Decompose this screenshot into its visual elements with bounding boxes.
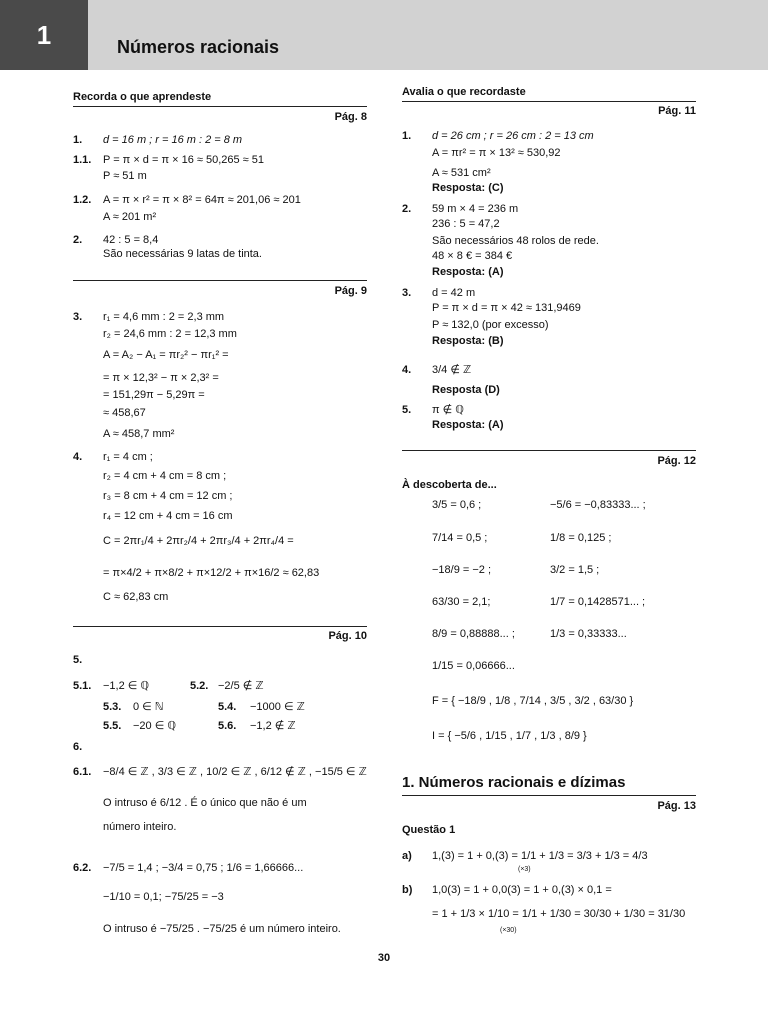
chapter-header <box>0 0 768 70</box>
item-text: 42 : 5 = 8,4 <box>103 234 159 246</box>
item-text: número inteiro. <box>103 821 177 833</box>
item-text: d = 16 m ; r = 16 m : 2 = 8 m <box>103 134 243 146</box>
set-f: F = { −18/9 , 1/8 , 7/14 , 3/5 , 3/2 , 63/30 } <box>432 695 634 707</box>
item-text: A ≈ 458,7 mm² <box>103 428 175 440</box>
divider <box>73 106 367 107</box>
item-text: = π×4/2 + π×8/2 + π×12/2 + π×16/2 ≈ 62,83 <box>103 567 320 579</box>
item-number: 1. <box>402 130 412 142</box>
item-number: 5.5. <box>103 720 122 732</box>
answer: Resposta (D) <box>432 384 500 396</box>
page-ref: Pág. 13 <box>657 800 696 812</box>
item-text: 48 × 8 € = 384 € <box>432 250 513 262</box>
item-text: = 1 + 1/3 × 1/10 = 1/1 + 1/30 = 30/30 + 1/30 = 31/30 <box>432 908 686 920</box>
answer: Resposta: (A) <box>432 419 504 431</box>
fraction-line: 8/9 = 0,88888... ; <box>432 628 515 640</box>
left-section-title: Recorda o que aprendeste <box>73 91 212 103</box>
set-i: I = { −5/6 , 1/15 , 1/7 , 1/3 , 8/9 } <box>432 730 587 742</box>
item-text: −1000 ∈ ℤ <box>250 701 305 713</box>
item-number: 6.1. <box>73 766 92 778</box>
item-text: P = π × d = π × 16 ≈ 50,265 ≈ 51 <box>103 154 264 166</box>
item-text: −1/10 = 0,1; −75/25 = −3 <box>103 891 224 903</box>
item-text: −20 ∈ ℚ <box>133 720 177 732</box>
item-text: São necessárias 9 latas de tinta. <box>103 248 262 260</box>
item-text: r₂ = 24,6 mm : 2 = 12,3 mm <box>103 328 237 340</box>
page-ref: Pág. 11 <box>658 105 696 117</box>
page-number: 30 <box>377 952 391 964</box>
item-text: ≈ 458,67 <box>103 407 146 419</box>
fraction-line: −5/6 = −0,83333... ; <box>550 499 646 511</box>
item-text: d = 42 m <box>432 287 476 299</box>
item-text: P ≈ 132,0 (por excesso) <box>432 319 549 331</box>
item-text: = 151,29π − 5,29π = <box>103 389 205 401</box>
answer: Resposta: (C) <box>432 182 504 194</box>
item-number: 1.2. <box>73 194 92 206</box>
fraction-line: −18/9 = −2 ; <box>432 564 492 576</box>
item-text: −7/5 = 1,4 ; −3/4 = 0,75 ; 1/6 = 1,66666... <box>103 862 304 874</box>
item-text: P = π × d = π × 42 ≈ 131,9469 <box>432 302 581 314</box>
fraction-line: 1/8 = 0,125 ; <box>550 532 612 544</box>
item-text: 1,(3) = 1 + 0,(3) = 1/1 + 1/3 = 3/3 + 1/3 = 4/3 <box>432 850 648 862</box>
item-number: 5. <box>402 404 412 416</box>
item-text: r₁ = 4 cm ; <box>103 451 153 463</box>
item-text: 236 : 5 = 47,2 <box>432 218 500 230</box>
right-section-title: Avalia o que recordaste <box>402 86 526 98</box>
item-number: 1. <box>73 134 83 146</box>
item-text: −1,2 ∉ ℤ <box>250 720 296 732</box>
item-text: 0 ∈ ℕ <box>133 701 164 713</box>
fraction-line: 63/30 = 2,1; <box>432 596 491 608</box>
chapter-title: Números racionais <box>117 37 280 57</box>
page-ref: Pág. 12 <box>657 455 696 467</box>
item-number: 5.1. <box>73 680 92 692</box>
item-number: 3. <box>402 287 412 299</box>
fraction-line: 3/5 = 0,6 ; <box>432 499 482 511</box>
chapter-number: 1 <box>0 0 88 70</box>
item-text: r₂ = 4 cm + 4 cm = 8 cm ; <box>103 470 227 482</box>
item-text: A = A₂ − A₁ = πr₂² − πr₁² = <box>103 349 229 361</box>
fraction-line: 1/3 = 0,33333... <box>550 628 627 640</box>
item-text: São necessários 48 rolos de rede. <box>432 235 599 247</box>
item-text: C = 2πr₁/4 + 2πr₂/4 + 2πr₃/4 + 2πr₄/4 = <box>103 535 294 547</box>
discovery-title: À descoberta de... <box>402 479 497 491</box>
item-number: 6. <box>73 741 83 753</box>
item-number: 5.2. <box>190 680 209 692</box>
item-text: r₁ = 4,6 mm : 2 = 2,3 mm <box>103 311 225 323</box>
item-number: 5.4. <box>218 701 237 713</box>
item-number: 4. <box>73 451 83 463</box>
page-ref: Pág. 8 <box>334 111 367 123</box>
annotation: (×30) <box>500 927 517 934</box>
item-number: 5.3. <box>103 701 122 713</box>
item-number: a) <box>402 850 412 862</box>
answer: Resposta: (A) <box>432 266 504 278</box>
divider <box>73 626 367 627</box>
item-text: 3/4 ∉ ℤ <box>432 364 472 376</box>
item-number: 2. <box>73 234 83 246</box>
annotation: (×3) <box>518 866 531 873</box>
item-text: −2/5 ∉ ℤ <box>218 680 264 692</box>
item-number: 6.2. <box>73 862 92 874</box>
fraction-line: 1/15 = 0,06666... <box>432 660 515 672</box>
subchapter-heading: 1. Números racionais e dízimas <box>402 774 626 791</box>
item-number: b) <box>402 884 413 896</box>
divider <box>402 795 696 796</box>
item-text: P ≈ 51 m <box>103 170 147 182</box>
divider <box>402 101 696 102</box>
divider <box>73 280 367 281</box>
answer: Resposta: (B) <box>432 335 504 347</box>
item-number: 2. <box>402 203 412 215</box>
item-text: 59 m × 4 = 236 m <box>432 203 519 215</box>
question-label: Questão 1 <box>402 824 456 836</box>
item-number: 5.6. <box>218 720 237 732</box>
item-text: C ≈ 62,83 cm <box>103 591 169 603</box>
item-number: 3. <box>73 311 83 323</box>
item-text: π ∉ ℚ <box>432 404 464 416</box>
page-ref: Pág. 10 <box>328 630 367 642</box>
item-number: 4. <box>402 364 412 376</box>
item-number: 1.1. <box>73 154 92 166</box>
item-text: −1,2 ∈ ℚ <box>103 680 150 692</box>
item-text: O intruso é −75/25 . −75/25 é um número inteiro. <box>103 923 341 935</box>
item-number: 5. <box>73 654 83 666</box>
item-text: −8/4 ∈ ℤ , 3/3 ∈ ℤ , 10/2 ∈ ℤ , 6/12 ∉ ℤ , −15/5 ∈ ℤ <box>103 766 367 778</box>
item-text: O intruso é 6/12 . É o único que não é um <box>103 797 307 809</box>
item-text: = π × 12,3² − π × 2,3² = <box>103 372 219 384</box>
fraction-line: 3/2 = 1,5 ; <box>550 564 600 576</box>
item-text: r₃ = 8 cm + 4 cm = 12 cm ; <box>103 490 233 502</box>
item-text: A = π × r² = π × 8² = 64π ≈ 201,06 ≈ 201 <box>103 194 301 206</box>
page-ref: Pág. 9 <box>334 285 367 297</box>
item-text: r₄ = 12 cm + 4 cm = 16 cm <box>103 510 233 522</box>
divider <box>402 450 696 451</box>
fraction-line: 1/7 = 0,1428571... ; <box>550 596 646 608</box>
item-text: A ≈ 531 cm² <box>432 167 491 179</box>
item-text: 1,0(3) = 1 + 0,0(3) = 1 + 0,(3) × 0,1 = <box>432 884 612 896</box>
item-text: A = πr² = π × 13² ≈ 530,92 <box>432 147 561 159</box>
fraction-line: 7/14 = 0,5 ; <box>432 532 488 544</box>
item-text: d = 26 cm ; r = 26 cm : 2 = 13 cm <box>432 130 594 142</box>
item-text: A ≈ 201 m² <box>103 211 157 223</box>
